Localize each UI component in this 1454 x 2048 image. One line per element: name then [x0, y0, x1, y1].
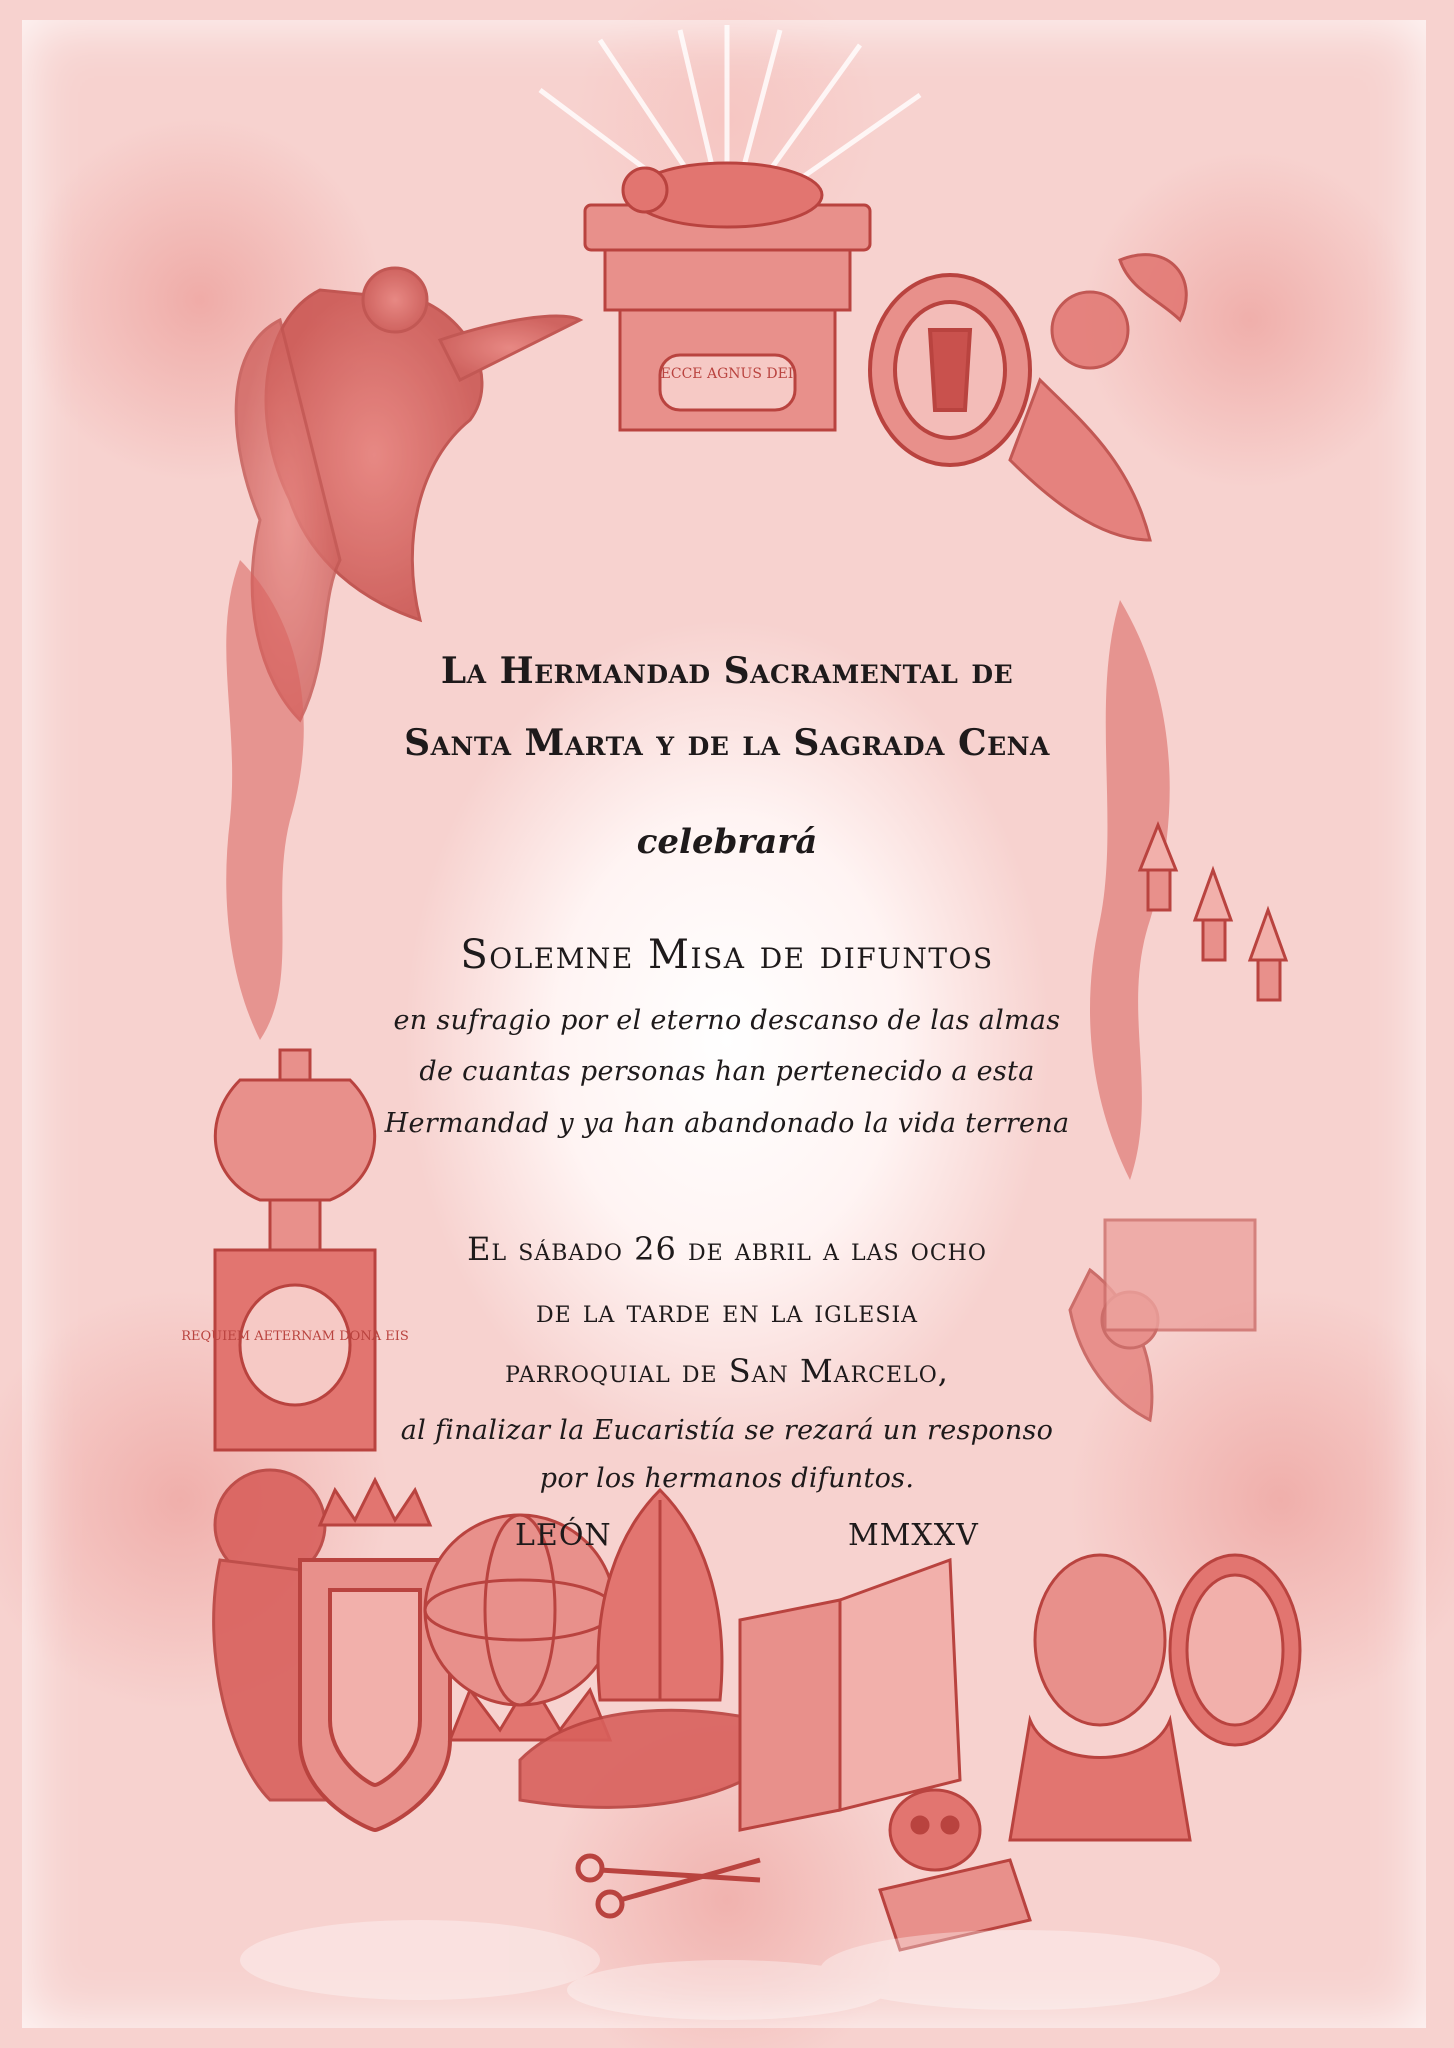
brotherhood-title-line1: La Hermandad Sacramental de	[440, 650, 1014, 692]
celebrara-text: celebrará	[636, 822, 818, 862]
bottom-clouds	[240, 1920, 1220, 2020]
responso-line2: por los hermanos difuntos.	[539, 1463, 915, 1494]
mitre-icon	[598, 1490, 722, 1700]
brotherhood-title-line2: Santa Marta y de la Sagrada Cena	[404, 722, 1050, 764]
intention-line1: en sufragio por el eterno descanso de las almas	[393, 1005, 1061, 1036]
date-line3: parroquial de San Marcelo,	[505, 1352, 949, 1390]
medallion-icon	[870, 275, 1030, 465]
keys-icon	[578, 1856, 760, 1916]
responso-line1: al finalizar la Eucaristía se rezará un responso	[400, 1415, 1054, 1446]
cherub-icon	[1010, 255, 1186, 540]
book-icon	[740, 1560, 1030, 1950]
oval-portrait	[1170, 1555, 1300, 1745]
date-line1: El sábado 26 de abril a las ocho	[467, 1230, 987, 1268]
intention-line3: Hermandad y ya han abandonado la vida terrena	[384, 1108, 1070, 1139]
intention-line2: de cuantas personas han pertenecido a esta	[419, 1056, 1035, 1087]
urn-inscription: REQUIEM AETERNAM DONA EIS	[181, 1329, 409, 1344]
altar	[585, 205, 870, 430]
mass-title: Solemne Misa de difuntos	[460, 932, 994, 978]
altar-inscription-line1: ECCE AGNUS DEI	[660, 366, 794, 382]
city-label: LEÓN	[515, 1518, 612, 1553]
bust-icon	[1010, 1555, 1190, 1840]
skull-icon	[890, 1790, 980, 1870]
date-line2: de la tarde en la iglesia	[535, 1292, 919, 1330]
year-label: MMXXV	[848, 1518, 979, 1553]
